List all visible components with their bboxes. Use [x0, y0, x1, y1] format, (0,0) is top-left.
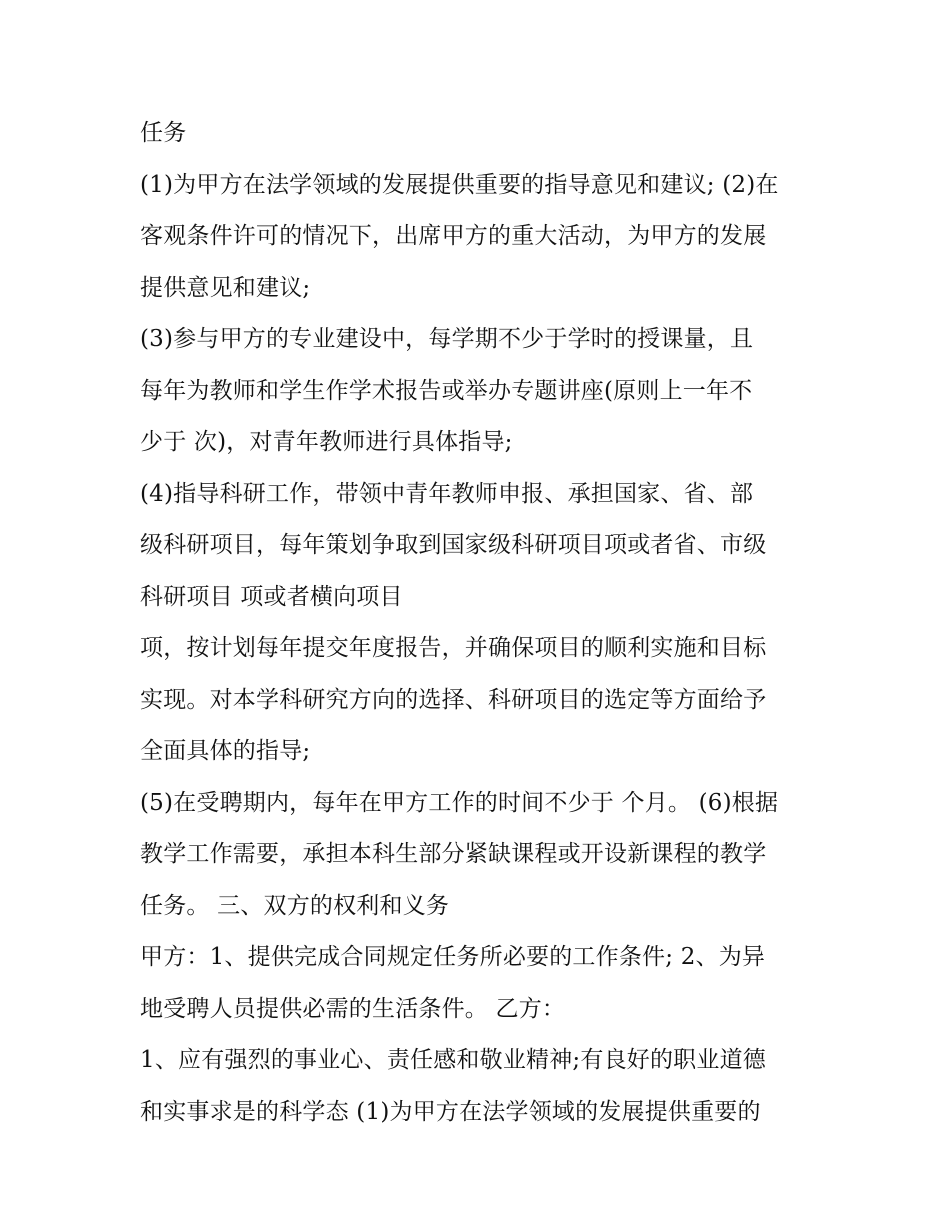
text-line: 1、应有强烈的事业心、责任感和敬业精神;有良好的职业道德 — [140, 1047, 766, 1073]
text-line: 任务。 三、双方的权利和义务 — [140, 892, 450, 919]
text-line: 任务 — [140, 120, 187, 146]
text-line: 教学工作需要，承担本科生部分紧缺课程或开设新课程的教学 — [140, 841, 767, 867]
text-line: (1)为甲方在法学领域的发展提供重要的指导意见和建议; (2)在 — [140, 171, 779, 198]
text-line: (4)指导科研工作，带领中青年教师申报、承担国家、省、部 — [140, 480, 754, 507]
document-body — [140, 108, 830, 1138]
text-line: 少于 次)，对青年教师进行具体指导; — [140, 429, 513, 455]
text-line: 项，按计划每年提交年度报告，并确保项目的顺利实施和目标 — [140, 635, 767, 661]
text-line: 每年为教师和学生作学术报告或举办专题讲座(原则上一年不 — [140, 377, 753, 404]
text-line: 客观条件许可的情况下，出席甲方的重大活动，为甲方的发展 — [140, 223, 767, 249]
text-line: (5)在受聘期内，每年在甲方工作的时间不少于 个月。 (6)根据 — [140, 789, 779, 816]
text-line: (3)参与甲方的专业建设中，每学期不少于学时的授课量，且 — [140, 326, 754, 352]
text-line: 提供意见和建议; — [140, 274, 311, 301]
text-line: 科研项目 项或者横向项目 — [140, 583, 403, 610]
text-line: 地受聘人员提供必需的生活条件。 乙方： — [140, 995, 566, 1022]
text-line: 实现。对本学科研究方向的选择、科研项目的选定等方面给予 — [140, 686, 767, 713]
text-line: 级科研项目，每年策划争取到国家级科研项目项或者省、市级 — [140, 532, 767, 558]
text-line: 甲方：1、提供完成合同规定任务所必要的工作条件; 2、为异 — [140, 944, 766, 970]
text-line: 和实事求是的科学态 (1)为甲方在法学领域的发展提供重要的 — [140, 1098, 761, 1125]
text-line: 全面具体的指导; — [140, 738, 311, 764]
